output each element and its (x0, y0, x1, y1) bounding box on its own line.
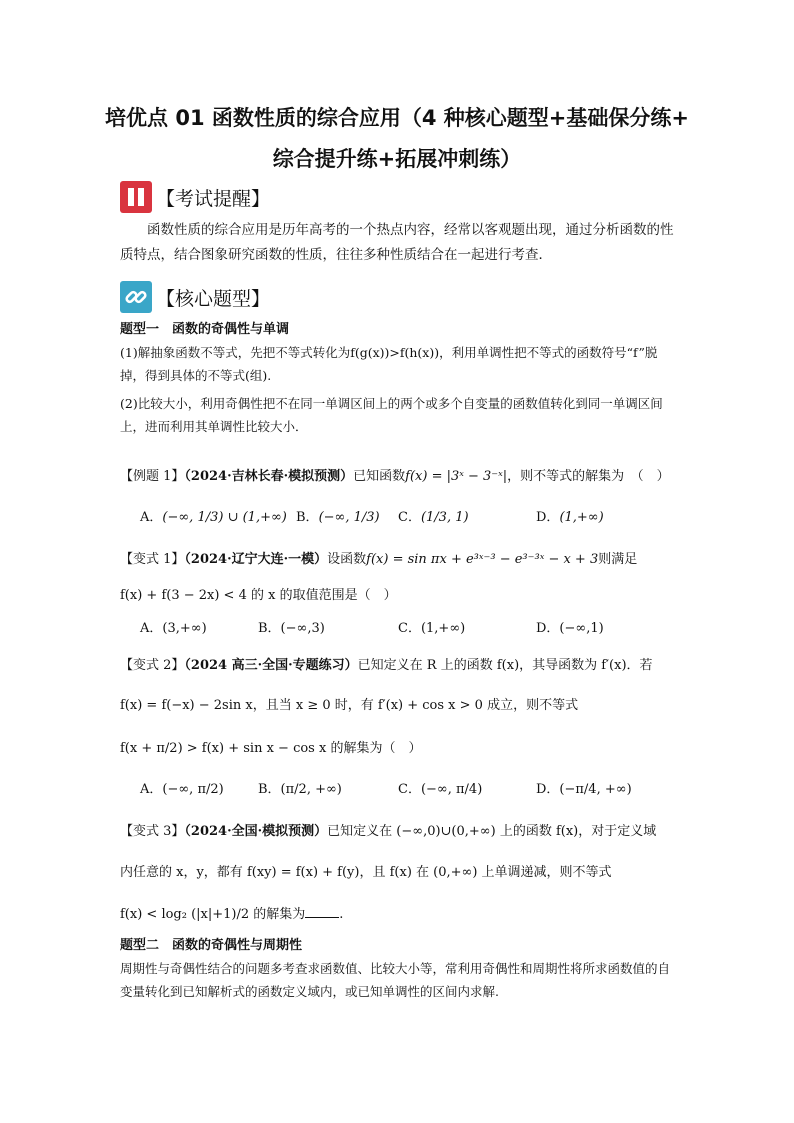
example1-option-b-value: (−∞, 1/3) (318, 510, 380, 525)
variant2-option-a[interactable]: A．(−∞, π/2) (140, 782, 224, 797)
type2-point1: 周期性与奇偶性结合的问题多考查求函数值、比较大小等，常利用奇偶性和周期性将所求函数值的自变量转化到已知解析式的函数定义域内，或已知单调性的区间内求解. (120, 961, 671, 999)
variant1-option-c[interactable]: C．(1,+∞) (398, 621, 466, 636)
variant2-line2: f(x) = f(−x) − 2sin x，且当 x ≥ 0 时，有 f′(x) + cos x > 0 成立，则不等式 (120, 698, 579, 713)
variant2-option-b[interactable]: B．(π/2, +∞) (258, 782, 342, 797)
example1-option-a-value: (−∞, 1/3) ∪ (1,+∞) (162, 510, 287, 525)
variant2-line3: f(x + π/2) > f(x) + sin x − cos x 的解集为（ ） (120, 741, 422, 756)
type1-point2: (2)比较大小，利用奇偶性把不在同一单调区间上的两个或多个自变量的函数值转化到同一单调区间上，进而利用其单调性比较大小． (120, 396, 663, 434)
variant3-stem: 【变式 3】（2024·全国·模拟预测）已知定义在 (−∞,0)∪(0,+∞) 上的函数 f(x)，对于定义域 (120, 824, 657, 839)
variant2-option-c[interactable]: C．(−∞, π/4) (398, 782, 483, 797)
type1-point1: (1)解抽象函数不等式，先把不等式转化为f(g(x))>f(h(x))，利用单调性把不等式的函数符号“f”脱掉，得到具体的不等式(组). (120, 345, 658, 383)
variant3-tag: 【变式 3】 (120, 824, 185, 839)
link-icon (120, 281, 152, 313)
example1-function: f(x) = |3ˣ − 3⁻ˣ| (405, 469, 508, 484)
variant2-tag: 【变式 2】 (120, 658, 185, 673)
variant3-line2: 内任意的 x，y，都有 f(xy) = f(x) + f(y)，且 f(x) 在 (0,+∞) 上单调递减，则不等式 (120, 865, 612, 880)
variant1-line2: f(x) + f(3 − 2x) < 4 的 x 的取值范围是（ ） (120, 588, 397, 603)
document-title-line1: 培优点 01 函数性质的综合应用（4 种核心题型+基础保分练+ (105, 106, 689, 130)
variant1-option-a[interactable]: A．(3,+∞) (140, 621, 207, 636)
reminder-header (120, 180, 270, 214)
example1-option-b[interactable]: B．(−∞, 1/3) (296, 510, 380, 525)
core-label: 【核心题型】 (156, 287, 271, 310)
variant1-stem: 【变式 1】（2024·辽宁大连·一模）设函数f(x) = sin πx + e³ˣ⁻³ − e³⁻³ˣ − x + 3则满足 (120, 552, 638, 567)
type2-heading: 题型二 函数的奇偶性与周期性 (120, 938, 303, 953)
variant2-stem: 【变式 2】（2024 高三·全国·专题练习）已知定义在 R 上的函数 f(x)，其导函数为 f′(x)．若 (120, 658, 653, 673)
reminder-label: 【考试提醒】 (156, 187, 271, 210)
variant2-source: （2024 高三·全国·专题练习） (184, 658, 358, 673)
type1-heading: 题型一 函数的奇偶性与单调 (120, 322, 290, 337)
example1-stem (120, 465, 670, 484)
example1-option-c-value: (1/3, 1) (420, 510, 469, 525)
answer-blank[interactable] (305, 917, 339, 918)
variant1-option-b[interactable]: B．(−∞,3) (258, 621, 325, 636)
variant2-option-d[interactable]: D．(−π/4, +∞) (536, 782, 632, 797)
variant1-tag: 【变式 1】 (120, 552, 185, 567)
variant3-source: （2024·全国·模拟预测） (184, 824, 328, 839)
example1-option-d-value: (1,+∞) (559, 510, 604, 525)
example1-source: （2024·吉林长春·模拟预测） (184, 469, 354, 484)
example1-option-d[interactable]: D．(1,+∞) (536, 510, 604, 525)
example1-stem-a: 已知函数 (353, 469, 406, 484)
variant1-option-d[interactable]: D．(−∞,1) (536, 621, 604, 636)
core-header (120, 280, 270, 314)
document-title-line2: 综合提升练+拓展冲刺练） (272, 147, 522, 171)
variant1-source: （2024·辽宁大连·一模） (184, 552, 328, 567)
example1-option-a[interactable]: A．(−∞, 1/3) ∪ (1,+∞) (140, 510, 287, 525)
pause-icon (120, 181, 152, 213)
variant3-line3: f(x) < log₂ (|x|+1)/2 的解集为 . (120, 907, 344, 922)
example1-option-c[interactable]: C．(1/3, 1) (398, 510, 469, 525)
reminder-text: 函数性质的综合应用是历年高考的一个热点内容，经常以客观题出现，通过分析函数的性质特点，结合图象研究函数的性质，往往多种性质结合在一起进行考查． (120, 222, 674, 263)
variant1-function: f(x) = sin πx + e³ˣ⁻³ − e³⁻³ˣ − x + 3 (366, 552, 599, 567)
example1-tag: 【例题 1】 (120, 469, 185, 484)
example1-stem-b: ，则不等式的解集为 （ ） (507, 469, 670, 484)
